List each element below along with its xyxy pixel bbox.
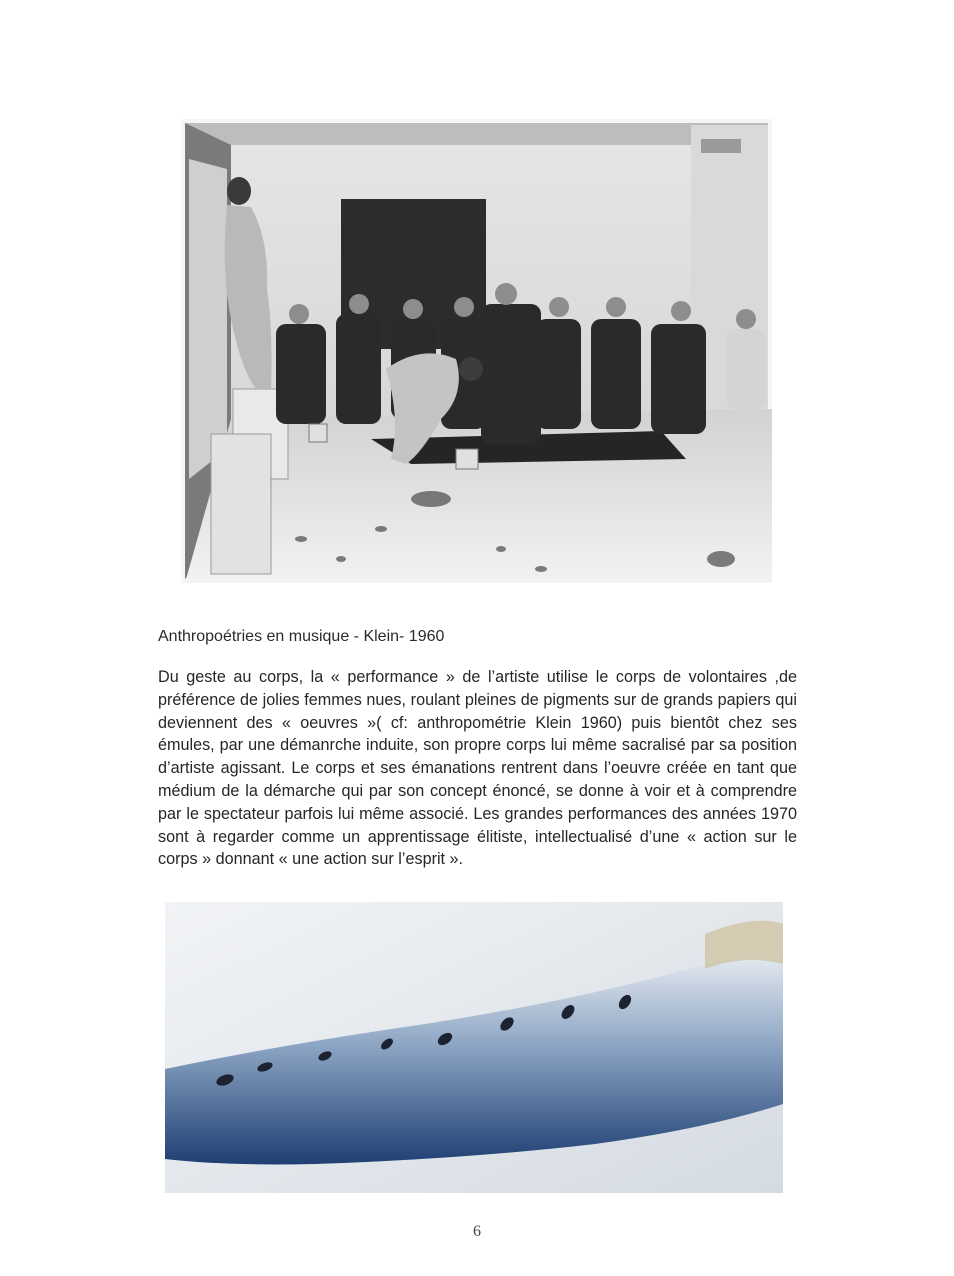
figure-caption: Anthropoétries en musique - Klein- 1960 [158,628,445,645]
page-number: 6 [473,1223,481,1240]
body-paragraph: Du geste au corps, la « performance » de l’artiste utilise le corps de volontaires ,de préférence de jolies femmes nues, roulant pleines de pigments sur de grands papiers qui deviennent des « oeuvres »( cf: anthropométrie Klein 1960) puis bientôt chez ses émules, par une démanrche induite, son propre corps lui même sacralisé par sa position d’artiste agissant. Le corps et ses émanations rentrent dans l’oeuvre créée en tant que médium de la démarche qui par son concept énoncé, se donne à voir et à comprendre par le spectateur parfois lui même associé. Les grandes performances des années 1970 sont à regarder comme un apprentissage élitiste, intellectualisé d’une « action sur le corps » donnant « une action sur l’esprit ». [158,668,797,869]
figure-arm-photo [165,894,783,1193]
figure-performance-photo [181,119,772,583]
arm-photo-illustration [165,894,783,1193]
performance-photo-illustration [181,119,772,583]
